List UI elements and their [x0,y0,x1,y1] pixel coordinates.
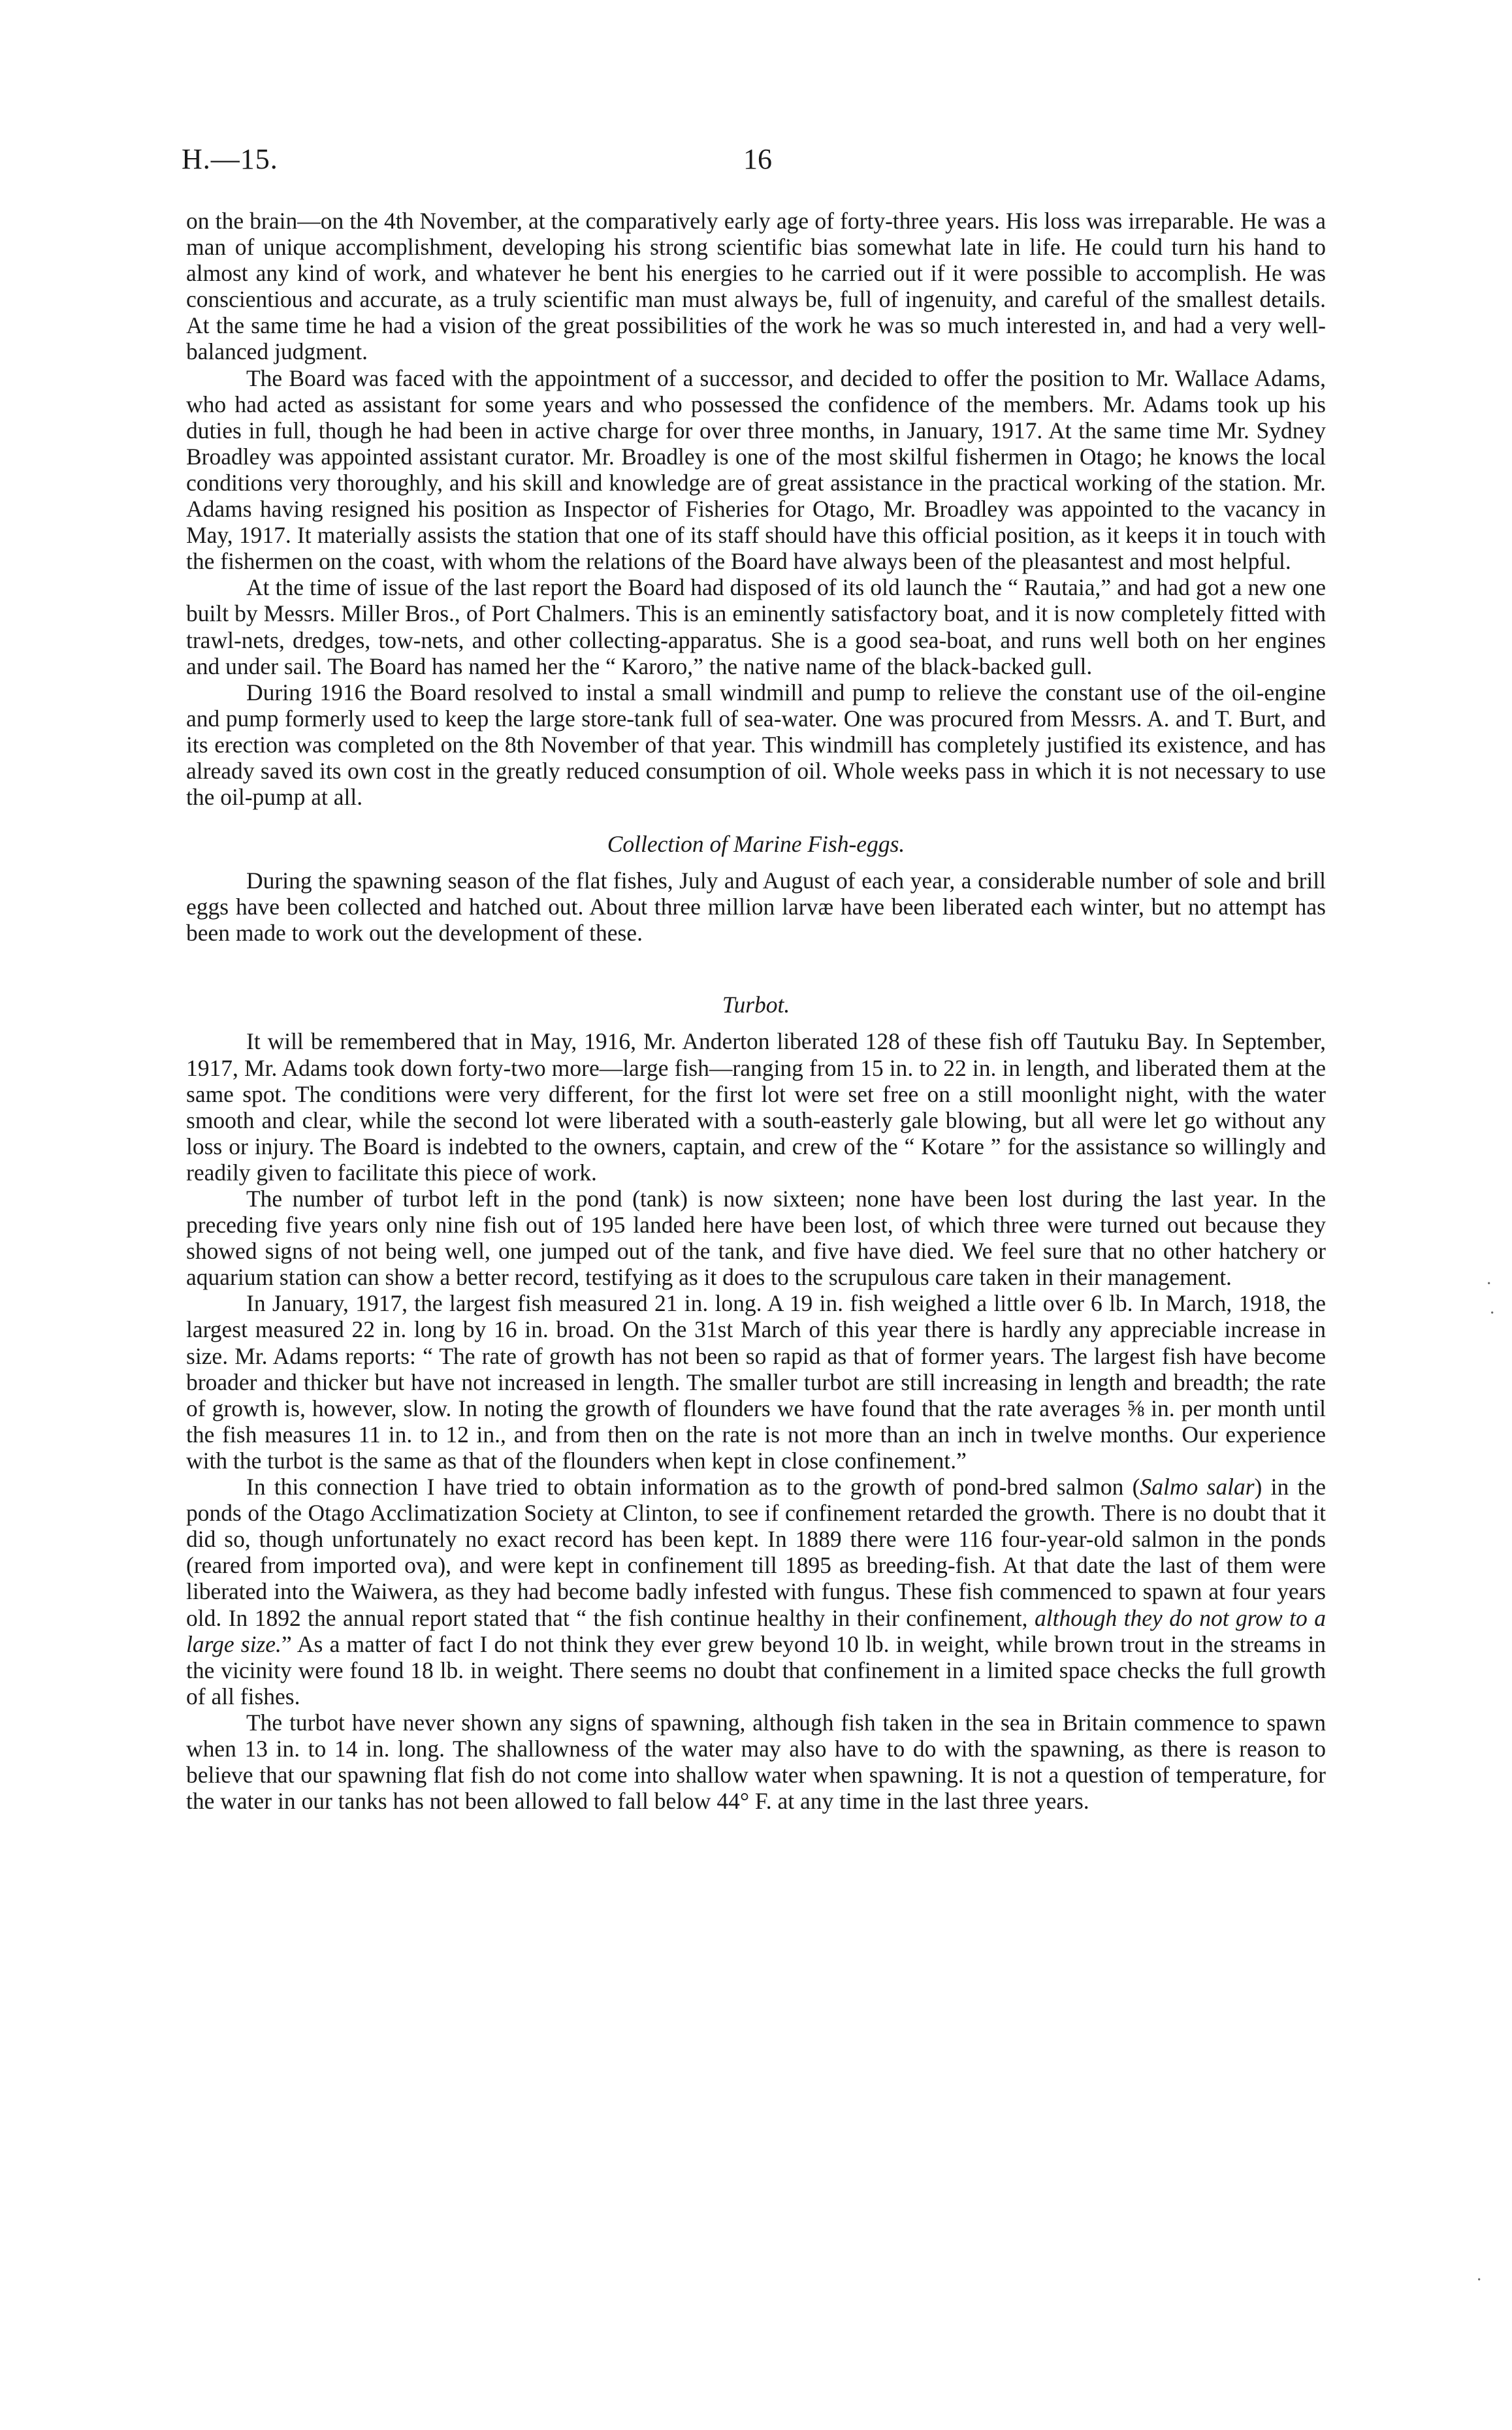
paragraph-continued: on the brain—on the 4th November, at the comparatively early age of forty-three years. His loss was irreparable. He was a man of unique accomplishment, developing his strong scientific bias somewhat late in life. He could turn his hand to almost any kind of work, and whatever he bent his energies to he carried out if it were possible to accomplish. He was conscientious and accurate, as a truly scientific man must always be, full of ingenuity, and careful of the smallest details. At the same time he had a vision of the great possibilities of the work he was so much interested in, and had a very well-balanced judgment. [186,208,1326,365]
scan-speck: · [1476,2270,1483,2290]
scan-speck: · [1486,1274,1492,1294]
paragraph-turbot-count: The number of turbot left in the pond (tank) is now sixteen; none have been lost during the last year. In the preceding five years only nine fish out of 195 landed here have been lost, of which three were turned out because they showed signs of not being well, one jumped out of the tank, and five have died. We feel sure that no other hatchery or aquarium station can show a better record, testifying as it does to the scrupulous care taken in their management. [186,1186,1326,1291]
page-header [182,142,1370,188]
page-number: 16 [743,143,772,175]
section-heading-collection: Collection of Marine Fish-eggs. [607,831,905,858]
report-quote: although they do not grow to a large size. [186,1604,1326,1657]
scan-speck: · [1489,1303,1496,1323]
paragraph-spawning: The turbot have never shown any signs of spawning, although fish taken in the sea in Britain commence to spawn when 13 in. to 14 in. long. The shallowness of the water may also have to do with the spawning, as there is reason to believe that our spawning flat fish do not come into shallow water when spawning. It is not a question of temperature, for the water in our tanks has not been allowed to fall below 44° F. at any time in the last three years. [186,1709,1326,1815]
paragraph-salmon [186,1474,1326,1709]
document-reference: H.—15. [182,143,278,175]
salmon-text-c: ” As a matter of fact I do not think they ever grew beyond 10 lb. in weight, while brown trout in the streams in the vicinity were found 18 lb. in weight. There seems no doubt that confinement in a limited space checks the full growth of all fishes. [186,1630,1326,1709]
salmon-text-b: ) in the ponds of the Otago Acclimatization Society at Clinton, to see if confinement retarded the growth. There is no doubt that it did so, though unfortunately no exact record has been kept. In 1889 there were 116 four-year-old salmon in the ponds (reared from imported ova), and were kept in confinement till 1895 as breeding-fish. At that date the last of them were liberated into the Waiwera, as they had become badly infested with fungus. These fish commenced to spawn at four years old. In 1892 the annual report stated that “ the fish continue healthy in their confinement, [186,1474,1326,1631]
paragraph-launch: At the time of issue of the last report the Board had disposed of its old launch the “ Rautaia,” and had got a new one built by Messrs. Miller Bros., of Port Chalmers. This is an eminently satisfactory boat, and it is now completely fitted with trawl-nets, dredges, tow-nets, and other collecting-apparatus. She is a good sea-boat, and runs well both on her engines and under sail. The Board has named her the “ Karoro,” the native name of the black-backed gull. [186,574,1326,679]
section-heading-turbot: Turbot. [722,992,790,1018]
paragraph-fish-eggs: During the spawning season of the flat fishes, July and August of each year, a considerable number of sole and brill eggs have been collected and hatched out. About three million larvæ have been liberated each winter, but no attempt has been made to work out the development of these. [186,867,1326,947]
salmon-text-a: In this connection I have tried to obtain information as to the growth of pond-bred salmon ( [246,1474,1140,1500]
body-text [186,208,1326,1814]
species-name: Salmo salar [1140,1474,1255,1500]
paragraph-turbot-liberated: It will be remembered that in May, 1916, Mr. Anderton liberated 128 of these fish off Tautuku Bay. In September, 1917, Mr. Adams took down forty-two more—large fish—ranging from 15 in. to 22 in. in length, and liberated them at the same spot. The conditions were very different, for the first lot were set free on a still moonlight night, with the water smooth and clear, while the second lot were liberated with a south-easterly gale blowing, but all were let go without any loss or injury. The Board is indebted to the owners, captain, and crew of the “ Kotare ” for the assistance so willingly and readily given to facilitate this piece of work. [186,1028,1326,1186]
paragraph-turbot-growth: In January, 1917, the largest fish measured 21 in. long. A 19 in. fish weighed a little over 6 lb. In March, 1918, the largest measured 22 in. long by 16 in. broad. On the 31st March of this year there is hardly any appreciable increase in size. Mr. Adams reports: “ The rate of growth has not been so rapid as that of former years. The largest fish have become broader and thicker but have not increased in length. The smaller turbot are still increasing in length and breadth; the rate of growth is, however, slow. In noting the growth of flounders we have found that the rate averages ⅝ in. per month until the fish measures 11 in. to 12 in., and from then on the rate is not more than an inch in twelve months. Our experience with the turbot is the same as that of the flounders when kept in close confinement.” [186,1290,1326,1474]
paragraph-successor: The Board was faced with the appointment of a successor, and decided to offer the position to Mr. Wallace Adams, who had acted as assistant for some years and who possessed the confidence of the members. Mr. Adams took up his duties in full, though he had been in active charge for over three months, in January, 1917. At the same time Mr. Sydney Broadley was appointed assistant curator. Mr. Broadley is one of the most skilful fishermen in Otago; he knows the local conditions very thoroughly, and his skill and knowledge are of great assistance in the practical working of the station. Mr. Adams having resigned his position as Inspector of Fisheries for Otago, Mr. Broadley was appointed to the vacancy in May, 1917. It materially assists the station that one of its staff should have this official position, as it keeps it in touch with the fishermen on the coast, with whom the relations of the Board have always been of the pleasantest and most helpful. [186,364,1326,575]
paragraph-windmill: During 1916 the Board resolved to instal a small windmill and pump to relieve the constant use of the oil-engine and pump formerly used to keep the large store-tank full of sea-water. One was procured from Messrs. A. and T. Burt, and its erection was completed on the 8th November of that year. This windmill has completely justified its existence, and has already saved its own cost in the greatly reduced consumption of oil. Whole weeks pass in which it is not necessary to use the oil-pump at all. [186,679,1326,811]
